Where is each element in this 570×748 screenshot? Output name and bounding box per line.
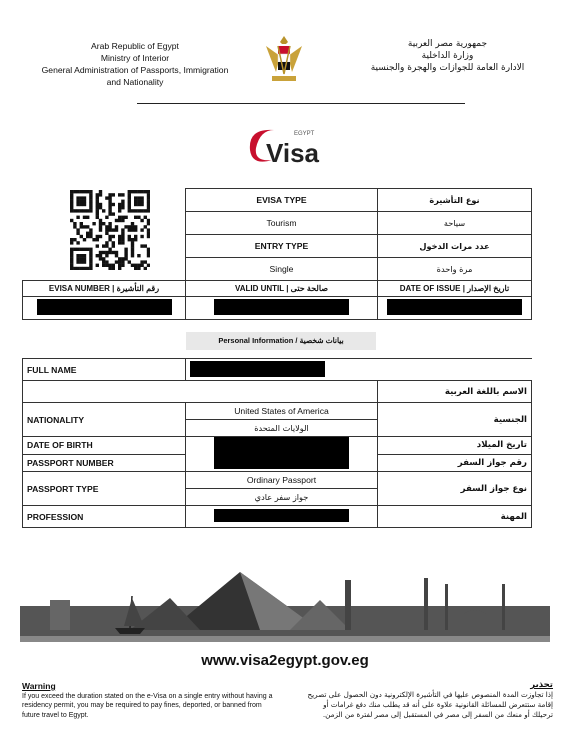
nationality-label-ar: الجنسية bbox=[378, 403, 532, 437]
dob-label-ar: تاريخ الميلاد bbox=[378, 437, 532, 455]
evisa-type-value-ar: سياحة bbox=[378, 212, 532, 235]
header-ar-line: الادارة العامة للجوازات والهجرة والجنسية bbox=[370, 63, 525, 73]
header-en-line: and Nationality bbox=[106, 77, 164, 87]
egypt-eagle-emblem bbox=[262, 32, 306, 86]
passport-type-value-ar: جواز سفر عادي bbox=[186, 489, 378, 506]
warning-title: Warning bbox=[22, 681, 56, 691]
evisa-logo bbox=[238, 120, 338, 170]
header-en-line: Arab Republic of Egypt bbox=[91, 41, 179, 51]
personal-info-table bbox=[22, 358, 532, 528]
warning-text-ar: إذا تجاوزت المدة المنصوص عليها في التأشيرة الإلكترونية دون الحصول على تصريح إقامة ستتعرض للمسائلة القانونية علاوة على أنه قد يطلب منك دفع غرامات أو ترحيلك أو منعك من السفر إلى مصر في المستقبل إلى مصر لفترة من الزمن. bbox=[307, 690, 553, 719]
nationality-value: United States of America bbox=[186, 403, 378, 420]
header-en-line: Ministry of Interior bbox=[100, 53, 170, 63]
nationality-value-ar: الولايات المتحدة bbox=[186, 420, 378, 437]
redacted-profession bbox=[214, 509, 349, 522]
nationality-label: NATIONALITY bbox=[23, 403, 186, 437]
redacted-date-of-issue bbox=[387, 299, 522, 315]
passport-number-label: PASSPORT NUMBER bbox=[23, 454, 186, 472]
redacted-evisa-number bbox=[37, 299, 172, 315]
header-en-line: General Administration of Passports, Immigration bbox=[41, 65, 229, 75]
passport-type-value: Ordinary Passport bbox=[186, 472, 378, 489]
entry-type-label: ENTRY TYPE bbox=[186, 235, 378, 258]
evisa-type-value: Tourism bbox=[186, 212, 378, 235]
dob-label: DATE OF BIRTH bbox=[23, 437, 186, 455]
header-ar-line: وزارة الداخلية bbox=[421, 51, 474, 61]
warning-title-ar: تحذير bbox=[530, 680, 553, 690]
evisa-type-label: EVISA TYPE bbox=[186, 189, 378, 212]
header-english bbox=[30, 40, 240, 88]
evisa-type-label-ar: نوع التأشيرة bbox=[378, 189, 532, 212]
warning-arabic bbox=[300, 680, 553, 720]
personal-info-title: Personal Information / بيانات شخصية bbox=[186, 332, 376, 350]
profession-label: PROFESSION bbox=[23, 506, 186, 528]
valid-until-label: VALID UNTIL | صالحة حتى bbox=[186, 281, 378, 297]
passport-type-label-ar: نوع جواز السفر bbox=[378, 472, 532, 506]
entry-type-label-ar: عدد مرات الدخول bbox=[378, 235, 532, 258]
website-url: www.visa2egypt.gov.eg bbox=[201, 652, 369, 669]
redacted-full-name bbox=[190, 361, 325, 377]
date-of-issue-label: DATE OF ISSUE | تاريخ الإصدار bbox=[378, 281, 532, 297]
warning-english bbox=[22, 682, 277, 720]
header-divider bbox=[137, 103, 465, 104]
entry-type-value-ar: مرة واحدة bbox=[378, 258, 532, 281]
header-ar-line: جمهورية مصر العربية bbox=[407, 39, 488, 49]
visa-info-table bbox=[22, 188, 532, 320]
redacted-valid-until bbox=[214, 299, 349, 315]
full-name-label: FULL NAME bbox=[23, 359, 186, 381]
arabic-name-label: الاسم باللغة العربية bbox=[378, 381, 532, 403]
passport-number-label-ar: رقم جواز السفر bbox=[378, 454, 532, 472]
profession-label-ar: المهنة bbox=[378, 506, 532, 528]
header-arabic bbox=[360, 38, 535, 74]
logo-big-text: Visa bbox=[266, 138, 320, 168]
egypt-skyline-illustration bbox=[20, 570, 550, 645]
logo-small-text: EGYPT bbox=[294, 131, 315, 137]
evisa-number-label: EVISA NUMBER | رقم التأشيرة bbox=[23, 281, 186, 297]
entry-type-value: Single bbox=[186, 258, 378, 281]
warning-text: If you exceed the duration stated on the e-Visa on a single entry without having a residency permit, you may be required to pay fines, deported, or banned from future travel to Egypt. bbox=[22, 692, 273, 719]
redacted-dob-passport bbox=[214, 437, 349, 469]
passport-type-label: PASSPORT TYPE bbox=[23, 472, 186, 506]
